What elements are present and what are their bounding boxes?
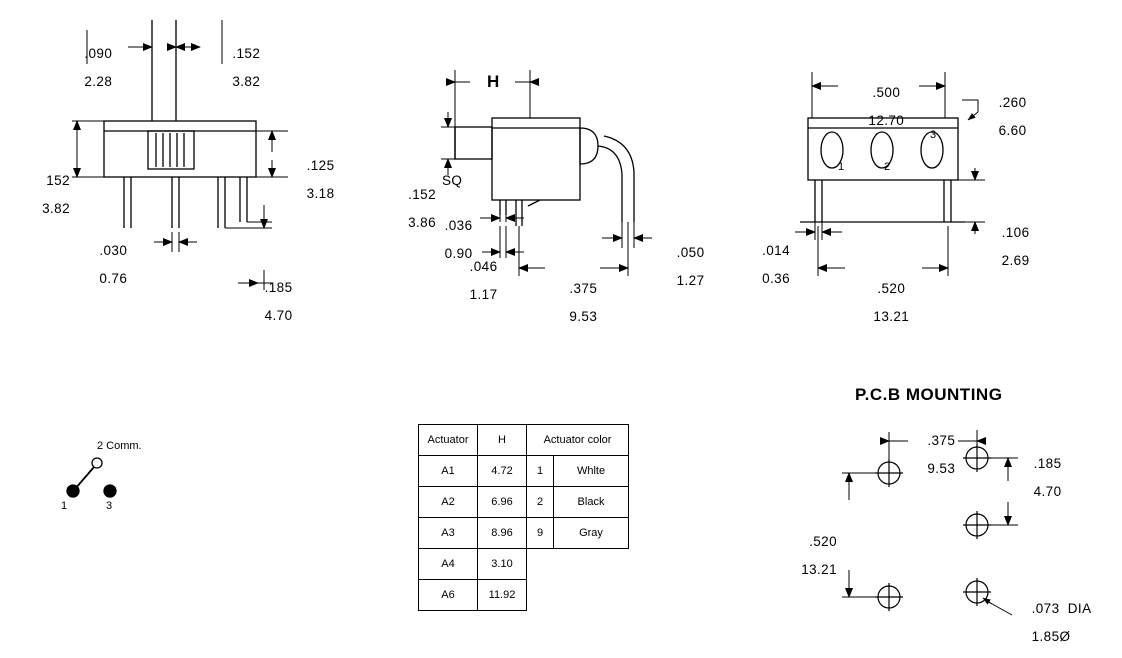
dim-front-090: [55, 33, 125, 103]
header-actuator: Actuator: [419, 425, 478, 456]
header-h: H: [478, 425, 527, 456]
dim-value-top: .073 DIA: [1031, 601, 1092, 616]
dim-pcb-520: [765, 521, 837, 591]
dim-value-top: .185: [264, 280, 293, 295]
dim-side-050: [660, 232, 704, 302]
dim-top-106: [985, 212, 1029, 282]
cell-empty: [527, 549, 554, 580]
dim-value-bottom: 2.69: [1001, 253, 1030, 268]
dim-value-bottom: 3.86: [408, 215, 436, 230]
table-row: [419, 456, 629, 487]
dim-value-top: .125: [306, 158, 335, 173]
cell-color: Gray: [554, 518, 629, 549]
cell-h: 11.92: [478, 580, 527, 611]
cell-color-no: 9: [527, 518, 554, 549]
dim-value-top: .520: [877, 281, 906, 296]
dim-front-030: [70, 230, 140, 300]
cell-color: Black: [554, 487, 629, 518]
dim-front-152: [203, 33, 273, 103]
cell-h: 6.96: [478, 487, 527, 518]
dim-value-bottom: 1.17: [469, 287, 498, 302]
cell-color: Whlte: [554, 456, 629, 487]
dim-value-bottom: 1.27: [676, 273, 705, 288]
dim-value-top: .036: [444, 218, 473, 233]
dim-value-top: .185: [1033, 456, 1062, 471]
table-row: [419, 580, 629, 611]
cell-h: 8.96: [478, 518, 527, 549]
dim-value-bottom: 6.60: [998, 123, 1027, 138]
dim-value-bottom: 0.76: [99, 271, 128, 286]
cell-empty: [554, 549, 629, 580]
cell-actuator: A6: [419, 580, 478, 611]
table-row: [419, 549, 629, 580]
dim-value-top: .375: [569, 281, 598, 296]
dim-value-bottom: 3.18: [306, 186, 335, 201]
slot-number-3: 3: [930, 129, 937, 141]
dim-value-bottom: 4.70: [1033, 484, 1062, 499]
schematic-terminal-1-label: 1: [61, 500, 68, 512]
dim-side-046: [453, 246, 497, 316]
cell-empty: [527, 580, 554, 611]
dim-pcb-185: [1017, 443, 1061, 513]
slot-number-1: 1: [838, 161, 845, 173]
cell-empty: [554, 580, 629, 611]
cell-color-no: 1: [527, 456, 554, 487]
dim-value-bottom: 9.53: [569, 309, 598, 324]
dim-pcb-375: [898, 420, 968, 490]
table-header-row: [419, 425, 629, 456]
dim-value-top: .030: [99, 243, 128, 258]
slot-number-2: 2: [884, 161, 891, 173]
dim-value-bottom: 13.21: [873, 309, 910, 324]
dim-value-top: .152: [408, 187, 436, 202]
label-h: H: [487, 72, 500, 91]
dim-value-top: .106: [1001, 225, 1030, 240]
table-row: [419, 518, 629, 549]
cell-h: 4.72: [478, 456, 527, 487]
dim-value-bottom: 0.90: [444, 246, 473, 261]
dim-value-top: .152: [232, 46, 261, 61]
dim-value-top: 152: [46, 173, 70, 188]
cell-actuator: A1: [419, 456, 478, 487]
dim-value-top: .050: [676, 245, 705, 260]
dim-value-bottom: 2.28: [84, 74, 113, 89]
dim-value-bottom: 9.53: [927, 461, 956, 476]
cell-actuator: A4: [419, 549, 478, 580]
dim-value-bottom: 1.85Ø: [1031, 629, 1071, 644]
dim-value-top: .090: [84, 46, 113, 61]
dim-side-375: [540, 268, 610, 338]
dim-front-152b: [10, 160, 70, 230]
dim-value-top: .375: [927, 433, 956, 448]
dim-value-top: .014: [762, 243, 790, 258]
schematic-terminal-3-label: 3: [106, 500, 113, 512]
dim-value-bottom: 12.70: [868, 113, 905, 128]
label-sq: SQ: [442, 173, 463, 188]
dim-value-top: .260: [998, 95, 1027, 110]
dim-value-top: .046: [469, 259, 498, 274]
cell-color-no: 2: [527, 487, 554, 518]
dim-value-bottom: 4.70: [264, 308, 293, 323]
dim-front-125: [290, 145, 334, 215]
dim-pcb-073-dia: [1015, 588, 1092, 658]
cell-h: 3.10: [478, 549, 527, 580]
pcb-mounting-title: P.C.B MOUNTING: [855, 385, 1003, 404]
dim-value-top: .520: [809, 534, 837, 549]
header-actuator-color: Actuator color: [527, 425, 629, 456]
schematic-common-label: 2 Comm.: [97, 440, 142, 452]
dim-top-260: [982, 82, 1026, 152]
dim-value-bottom: 3.82: [232, 74, 261, 89]
cell-actuator: A3: [419, 518, 478, 549]
dim-top-500: [843, 72, 913, 142]
cell-actuator: A2: [419, 487, 478, 518]
dim-value-top: .500: [872, 85, 901, 100]
dim-top-014: [730, 230, 790, 300]
table-row: [419, 487, 629, 518]
actuator-table: [418, 424, 629, 611]
dim-value-bottom: 0.36: [762, 271, 790, 286]
dim-top-520: [848, 268, 918, 338]
dim-front-185: [248, 267, 292, 337]
dim-value-bottom: 13.21: [801, 562, 837, 577]
dim-value-bottom: 3.82: [42, 201, 70, 216]
